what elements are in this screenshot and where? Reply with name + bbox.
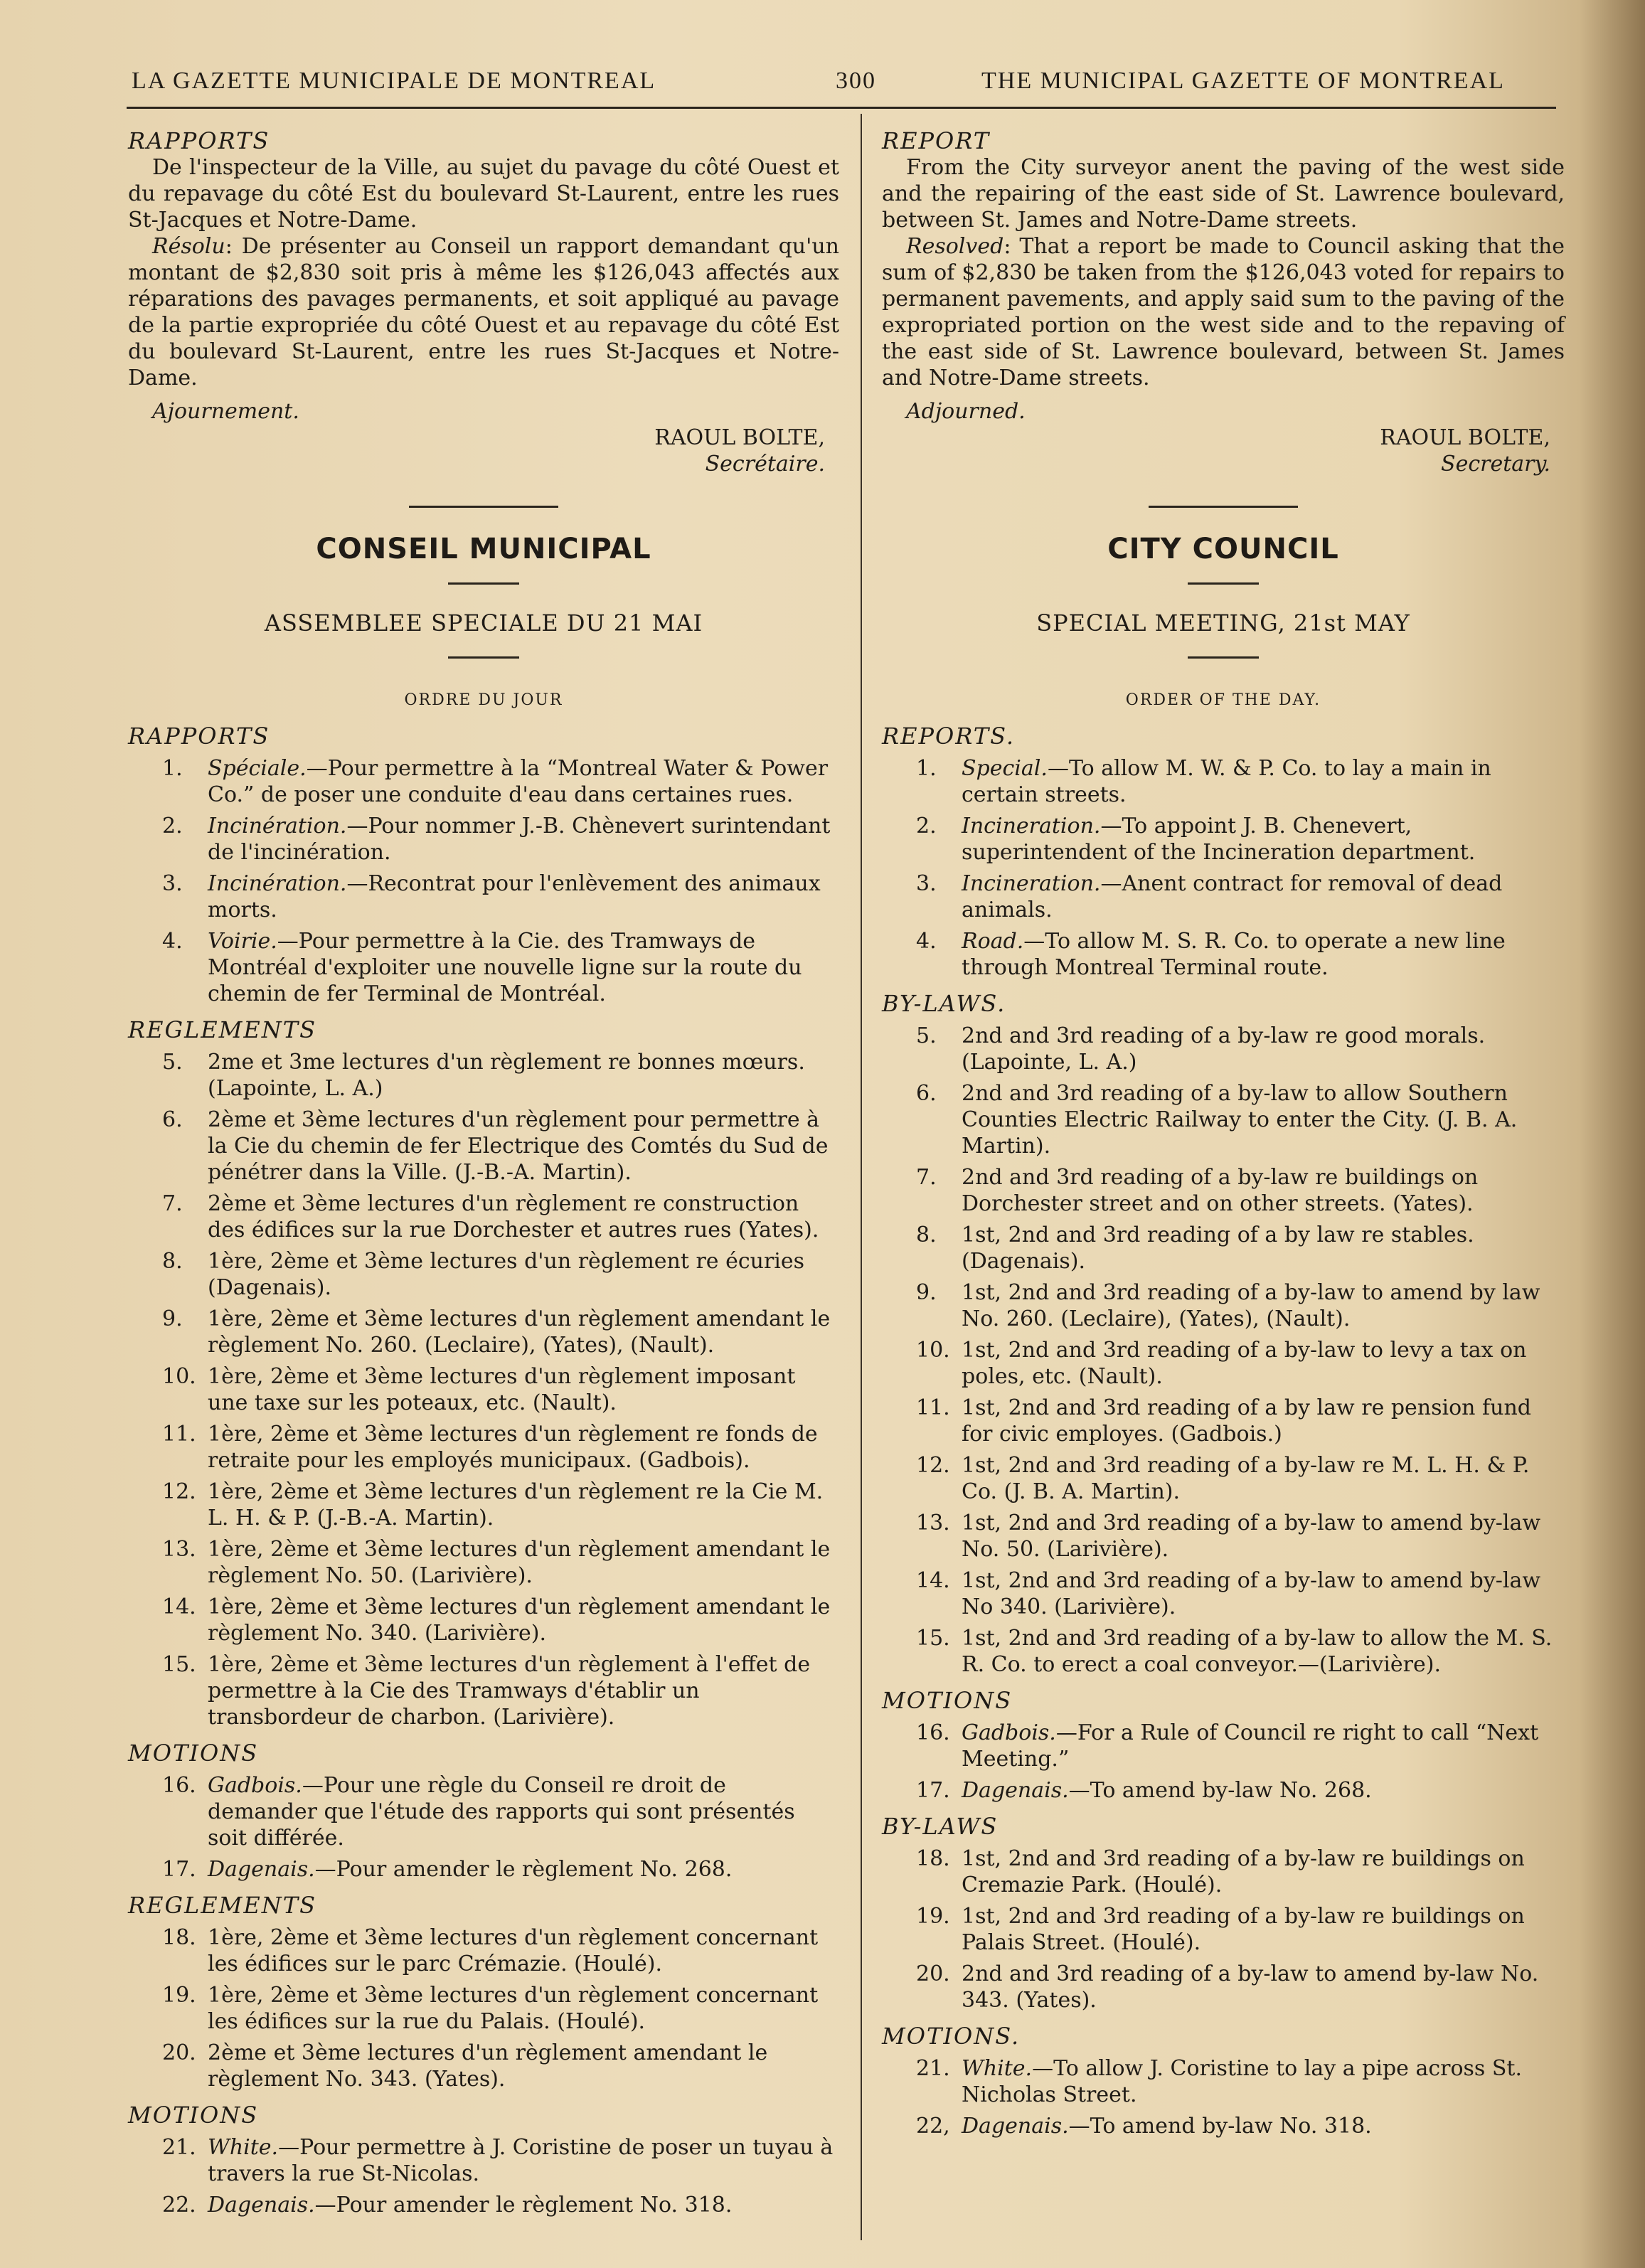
french-column bbox=[128, 128, 839, 2223]
item-keyword: Dagenais. bbox=[208, 1857, 315, 1882]
agenda-section bbox=[882, 991, 1565, 1678]
item-number: 6. bbox=[916, 1081, 937, 1106]
item-text: —To amend by-law No. 318. bbox=[1068, 2114, 1372, 2139]
agenda-item bbox=[882, 1279, 1565, 1332]
item-number: 14. bbox=[916, 1568, 950, 1593]
title-divider bbox=[448, 582, 519, 585]
item-text: 1st, 2nd and 3rd reading of a by-law re buildings on Palais Street. (Houlé). bbox=[962, 1904, 1525, 1955]
agenda-section bbox=[128, 1740, 839, 1883]
item-number: 22, bbox=[916, 2114, 950, 2139]
item-number: 20. bbox=[916, 1961, 950, 1986]
agenda-section bbox=[882, 1814, 1565, 2013]
agenda-item bbox=[128, 1248, 839, 1301]
resolved-text: : De présenter au Conseil un rapport demandant qu'un montant de $2,830 soit pris à même les $126,043 affectés aux réparations des pavages permanents, et soit appliqué au pavage de la partie expropriée du côté Ouest et au repavage du côté Est du boulevard St-Laurent, entre les rues St-Jacques et Notre-Dame. bbox=[128, 234, 839, 390]
item-number: 10. bbox=[162, 1364, 196, 1389]
item-text: 2ème et 3ème lectures d'un règlement amendant le règlement No. 343. (Yates). bbox=[208, 2040, 768, 2092]
agenda-list bbox=[128, 755, 839, 1007]
item-text: —To appoint J. B. Chenevert, superintendent of the Incineration department. bbox=[962, 814, 1476, 865]
agenda-list bbox=[128, 1049, 839, 1730]
item-number: 7. bbox=[162, 1191, 183, 1216]
item-number: 15. bbox=[162, 1652, 196, 1677]
agenda-item bbox=[128, 2040, 839, 2092]
item-number: 1. bbox=[162, 756, 183, 781]
item-keyword: White. bbox=[962, 2056, 1033, 2081]
item-keyword: Gadbois. bbox=[208, 1773, 302, 1798]
item-text: 1st, 2nd and 3rd reading of a by-law to amend by-law No 340. (Larivière). bbox=[962, 1568, 1541, 1619]
item-number: 9. bbox=[162, 1306, 183, 1331]
item-number: 22. bbox=[162, 2193, 196, 2218]
item-text: 1ère, 2ème et 3ème lectures d'un règlement re la Cie M. L. H. & P. (J.-B.-A. Martin). bbox=[208, 1479, 824, 1530]
meeting-divider bbox=[448, 656, 519, 659]
item-text: —Pour nommer J.-B. Chènevert surintendant de l'incinération. bbox=[208, 814, 831, 865]
item-number: 18. bbox=[162, 1925, 196, 1950]
agenda-item bbox=[882, 1222, 1565, 1274]
agenda-item bbox=[882, 1625, 1565, 1678]
item-number: 12. bbox=[916, 1453, 950, 1478]
agenda-item bbox=[882, 1777, 1565, 1804]
resolved-text: : That a report be made to Council asking that the sum of $2,830 be taken from the $126,043 voted for repairs to permanent pavements, and apply said sum to the paving of the expropriated portion on the west side and to the repaving of the east side of St. Lawrence boulevard, between St. James and Notre-Dame streets. bbox=[882, 234, 1565, 390]
agenda-item bbox=[128, 1049, 839, 1102]
item-number: 13. bbox=[162, 1537, 196, 1562]
item-text: 2ème et 3ème lectures d'un règlement pour permettre à la Cie du chemin de fer Electrique des Comtés du Sud de pénétrer dans la Ville. (J.-B.-A. Martin). bbox=[208, 1107, 829, 1185]
agenda-item bbox=[882, 1720, 1565, 1772]
item-number: 1. bbox=[916, 756, 937, 781]
council-title: CITY COUNCIL bbox=[1107, 533, 1339, 565]
item-keyword: Spéciale. bbox=[208, 756, 307, 781]
item-number: 9. bbox=[916, 1280, 937, 1305]
item-number: 13. bbox=[916, 1511, 950, 1535]
item-text: 1st, 2nd and 3rd reading of a by-law to amend by law No. 260. (Leclaire), (Yates), (Nault). bbox=[962, 1280, 1540, 1331]
agenda-list bbox=[882, 1720, 1565, 1804]
item-text: 2nd and 3rd reading of a by-law to amend by-law No. 343. (Yates). bbox=[962, 1961, 1539, 2013]
agenda-item bbox=[882, 813, 1565, 866]
agenda-item bbox=[128, 1421, 839, 1474]
adjournment: Ajournement. bbox=[152, 399, 299, 424]
item-number: 17. bbox=[916, 1778, 950, 1803]
item-text: 1ère, 2ème et 3ème lectures d'un règlement concernant les édifices sur le parc Crémazie. (Houlé). bbox=[208, 1925, 819, 1976]
item-number: 2. bbox=[162, 814, 183, 838]
item-text: 1st, 2nd and 3rd reading of a by law re stables. (Dagenais). bbox=[962, 1223, 1474, 1274]
agenda-item bbox=[128, 1924, 839, 1977]
item-number: 12. bbox=[162, 1479, 196, 1504]
item-text: —To allow M. W. & P. Co. to lay a main in certain streets. bbox=[962, 756, 1491, 807]
council-title: CONSEIL MUNICIPAL bbox=[316, 533, 651, 565]
item-text: —Pour permettre à la “Montreal Water & Power Co.” de poser une conduite d'eau dans certaines rues. bbox=[208, 756, 829, 807]
item-number: 3. bbox=[162, 871, 183, 896]
item-text: 1ère, 2ème et 3ème lectures d'un règlement re fonds de retraite pour les employés municipaux. (Gadbois). bbox=[208, 1422, 818, 1473]
agenda-list bbox=[882, 1023, 1565, 1678]
agenda-list bbox=[882, 1846, 1565, 2013]
agenda-item bbox=[128, 1363, 839, 1416]
section-heading: BY-LAWS. bbox=[882, 990, 1006, 1017]
item-number: 18. bbox=[916, 1846, 950, 1871]
report-paragraph: From the City surveyor anent the paving of the west side and the repairing of the east side of St. Lawrence boulevard, between St. James and Notre-Dame streets. bbox=[882, 155, 1565, 233]
item-text: 1ère, 2ème et 3ème lectures d'un règlement amendant le règlement No. 260. (Leclaire), (Yates), (Nault). bbox=[208, 1306, 831, 1358]
agenda-section bbox=[882, 723, 1565, 981]
agenda-item bbox=[128, 1479, 839, 1531]
item-keyword: Voirie. bbox=[208, 929, 277, 954]
agenda-item bbox=[882, 871, 1565, 923]
page-number: 300 bbox=[836, 68, 876, 94]
agenda-item bbox=[882, 1395, 1565, 1447]
agenda-item bbox=[128, 1651, 839, 1730]
item-text: 2nd and 3rd reading of a by-law re good morals. (Lapointe, L. A.) bbox=[962, 1023, 1486, 1075]
item-keyword: White. bbox=[208, 2135, 279, 2160]
agenda-item bbox=[882, 1023, 1565, 1075]
item-text: 1st, 2nd and 3rd reading of a by law re pension fund for civic employes. (Gadbois.) bbox=[962, 1395, 1531, 1447]
agenda-item bbox=[128, 755, 839, 808]
section-divider bbox=[409, 506, 558, 508]
item-keyword: Gadbois. bbox=[962, 1720, 1056, 1745]
item-keyword: Dagenais. bbox=[962, 1778, 1069, 1803]
item-number: 11. bbox=[162, 1422, 196, 1447]
item-number: 19. bbox=[916, 1904, 950, 1929]
item-number: 7. bbox=[916, 1165, 937, 1190]
page-header bbox=[132, 60, 1554, 110]
agenda-section bbox=[128, 1892, 839, 2092]
item-number: 8. bbox=[162, 1249, 183, 1274]
agenda-section bbox=[128, 1017, 839, 1730]
item-number: 2. bbox=[916, 814, 937, 838]
agenda-item bbox=[882, 1903, 1565, 1956]
item-number: 6. bbox=[162, 1107, 183, 1132]
agenda-item bbox=[128, 1772, 839, 1851]
section-heading: MOTIONS bbox=[128, 1740, 259, 1767]
order-of-day: ORDRE DU JOUR bbox=[404, 691, 563, 709]
item-keyword: Road. bbox=[962, 929, 1024, 954]
item-number: 4. bbox=[162, 929, 183, 954]
agenda-item bbox=[882, 1452, 1565, 1505]
item-number: 8. bbox=[916, 1223, 937, 1247]
section-heading: RAPPORTS bbox=[128, 723, 270, 750]
agenda-item bbox=[128, 2192, 839, 2218]
item-text: 1st, 2nd and 3rd reading of a by-law re buildings on Cremazie Park. (Houlé). bbox=[962, 1846, 1525, 1897]
item-text: 1ère, 2ème et 3ème lectures d'un règlement imposant une taxe sur les poteaux, etc. (Nault). bbox=[208, 1364, 796, 1415]
item-number: 17. bbox=[162, 1857, 196, 1882]
item-number: 5. bbox=[916, 1023, 937, 1048]
item-text: —To amend by-law No. 268. bbox=[1068, 1778, 1372, 1803]
item-text: 2nd and 3rd reading of a by-law to allow Southern Counties Electric Railway to enter the City. (J. B. A. Martin). bbox=[962, 1081, 1518, 1159]
item-text: 1st, 2nd and 3rd reading of a by-law re M. L. H. & P. Co. (J. B. A. Martin). bbox=[962, 1453, 1530, 1504]
section-divider bbox=[1149, 506, 1298, 508]
agenda-list bbox=[128, 1772, 839, 1883]
item-number: 11. bbox=[916, 1395, 950, 1420]
item-keyword: Dagenais. bbox=[208, 2193, 315, 2218]
adjournment: Adjourned. bbox=[906, 399, 1026, 424]
item-number: 16. bbox=[162, 1773, 196, 1798]
agenda-item bbox=[128, 813, 839, 866]
item-text: 1ère, 2ème et 3ème lectures d'un règlement amendant le règlement No. 340. (Larivière). bbox=[208, 1594, 831, 1646]
agenda-item bbox=[882, 1164, 1565, 1217]
section-heading: MOTIONS bbox=[882, 1687, 1013, 1714]
item-number: 20. bbox=[162, 2040, 196, 2065]
item-keyword: Dagenais. bbox=[962, 2114, 1069, 2139]
agenda-item bbox=[128, 2134, 839, 2187]
agenda-item bbox=[128, 1306, 839, 1358]
item-number: 3. bbox=[916, 871, 937, 896]
item-number: 10. bbox=[916, 1338, 950, 1363]
item-text: 2me et 3me lectures d'un règlement re bonnes mœurs. (Lapointe, L. A.) bbox=[208, 1050, 805, 1101]
agenda-sections bbox=[882, 723, 1565, 2139]
signature-name: RAOUL BOLTE, bbox=[1380, 425, 1550, 450]
agenda-item bbox=[128, 1856, 839, 1883]
agenda-list bbox=[128, 1924, 839, 2092]
agenda-section bbox=[882, 1688, 1565, 1804]
item-text: 1ère, 2ème et 3ème lectures d'un règlement re écuries (Dagenais). bbox=[208, 1249, 805, 1300]
agenda-item bbox=[128, 1594, 839, 1646]
agenda-item bbox=[882, 1846, 1565, 1898]
agenda-section bbox=[128, 723, 839, 1007]
header-title-french: LA GAZETTE MUNICIPALE DE MONTREAL bbox=[132, 68, 656, 94]
item-text: —Pour permettre à la Cie. des Tramways de Montréal d'exploiter une nouvelle ligne sur la route du chemin de fer Terminal de Montréal. bbox=[208, 929, 802, 1006]
item-text: —Pour amender le règlement No. 268. bbox=[314, 1857, 733, 1882]
item-number: 21. bbox=[916, 2056, 950, 2081]
agenda-item bbox=[882, 1080, 1565, 1159]
agenda-item bbox=[128, 1536, 839, 1589]
item-text: 1ère, 2ème et 3ème lectures d'un règlement à l'effet de permettre à la Cie des Tramways d'établir un transbordeur de charbon. (Larivière). bbox=[208, 1652, 811, 1730]
agenda-item bbox=[128, 871, 839, 923]
item-text: 2nd and 3rd reading of a by-law re buildings on Dorchester street and on other streets. (Yates). bbox=[962, 1165, 1479, 1216]
item-keyword: Incineration. bbox=[962, 814, 1101, 838]
agenda-section bbox=[882, 2023, 1565, 2139]
item-text: 2ème et 3ème lectures d'un règlement re construction des édifices sur la rue Dorchester et autres rues (Yates). bbox=[208, 1191, 819, 1242]
agenda-section bbox=[128, 2102, 839, 2218]
english-column bbox=[882, 128, 1565, 2144]
resolved-label: Résolu bbox=[152, 234, 225, 259]
item-text: 1st, 2nd and 3rd reading of a by-law to amend by-law No. 50. (Larivière). bbox=[962, 1511, 1541, 1562]
agenda-item bbox=[128, 1107, 839, 1186]
meeting-divider bbox=[1188, 656, 1259, 659]
agenda-item bbox=[882, 755, 1565, 808]
item-text: —Anent contract for removal of dead animals. bbox=[962, 871, 1503, 922]
agenda-list bbox=[128, 2134, 839, 2218]
report-paragraph: De l'inspecteur de la Ville, au sujet du pavage du côté Ouest et du repavage du côté Est du boulevard St-Laurent, entre les rues St-Jacques et Notre-Dame. bbox=[128, 155, 839, 233]
agenda-list bbox=[882, 2055, 1565, 2139]
report-heading: RAPPORTS bbox=[128, 127, 270, 154]
item-keyword: Incineration. bbox=[962, 871, 1101, 896]
agenda-item bbox=[128, 1982, 839, 2035]
agenda-item bbox=[128, 928, 839, 1007]
item-number: 21. bbox=[162, 2135, 196, 2160]
item-number: 16. bbox=[916, 1720, 950, 1745]
resolved-label: Resolved bbox=[906, 234, 1004, 259]
meeting-title: ASSEMBLEE SPECIALE DU 21 MAI bbox=[264, 609, 703, 637]
item-text: 1st, 2nd and 3rd reading of a by-law to allow the M. S. R. Co. to erect a coal conveyor.—(Larivière). bbox=[962, 1626, 1553, 1677]
agenda-item bbox=[882, 1567, 1565, 1620]
signature-role: Secretary. bbox=[1441, 452, 1550, 477]
title-divider bbox=[1188, 582, 1259, 585]
section-heading: REPORTS. bbox=[882, 723, 1016, 750]
item-text: —Recontrat pour l'enlèvement des animaux morts. bbox=[208, 871, 821, 922]
agenda-sections bbox=[128, 723, 839, 2218]
agenda-item bbox=[882, 1961, 1565, 2013]
signature-name: RAOUL BOLTE, bbox=[654, 425, 825, 450]
item-keyword: Incinération. bbox=[208, 871, 347, 896]
item-number: 14. bbox=[162, 1594, 196, 1619]
header-title-english: THE MUNICIPAL GAZETTE OF MONTREAL bbox=[981, 68, 1505, 94]
report-resolution bbox=[882, 233, 1565, 391]
item-number: 19. bbox=[162, 1983, 196, 2008]
agenda-item bbox=[882, 2055, 1565, 2108]
header-rule bbox=[127, 107, 1556, 109]
item-number: 15. bbox=[916, 1626, 950, 1651]
item-text: —Pour une règle du Conseil re droit de demander que l'étude des rapports qui sont présentés soit différée. bbox=[208, 1773, 795, 1851]
item-text: 1ère, 2ème et 3ème lectures d'un règlement concernant les édifices sur la rue du Palais. (Houlé). bbox=[208, 1983, 819, 2034]
agenda-item bbox=[882, 928, 1565, 981]
section-heading: MOTIONS bbox=[128, 2102, 259, 2129]
agenda-item bbox=[882, 1337, 1565, 1390]
section-heading: REGLEMENTS bbox=[128, 1892, 317, 1919]
item-text: —To allow J. Coristine to lay a pipe across St. Nicholas Street. bbox=[962, 2056, 1523, 2107]
agenda-item bbox=[882, 1510, 1565, 1562]
meeting-title: SPECIAL MEETING, 21st MAY bbox=[1036, 609, 1410, 637]
item-text: 1ère, 2ème et 3ème lectures d'un règlement amendant le règlement No. 50. (Larivière). bbox=[208, 1537, 831, 1588]
signature-role: Secrétaire. bbox=[705, 452, 825, 477]
agenda-item bbox=[882, 2113, 1565, 2139]
column-divider bbox=[861, 114, 862, 2240]
item-number: 4. bbox=[916, 929, 937, 954]
item-text: —Pour permettre à J. Coristine de poser un tuyau à travers la rue St-Nicolas. bbox=[208, 2135, 834, 2186]
item-text: —For a Rule of Council re right to call “Next Meeting.” bbox=[962, 1720, 1539, 1772]
section-heading: MOTIONS. bbox=[882, 2023, 1021, 2050]
item-keyword: Special. bbox=[962, 756, 1048, 781]
agenda-list bbox=[882, 755, 1565, 981]
item-text: —Pour amender le règlement No. 318. bbox=[314, 2193, 733, 2218]
section-heading: REGLEMENTS bbox=[128, 1016, 317, 1043]
agenda-item bbox=[128, 1191, 839, 1243]
section-heading: BY-LAWS bbox=[882, 1813, 999, 1840]
report-heading: REPORT bbox=[882, 127, 991, 154]
item-text: 1st, 2nd and 3rd reading of a by-law to levy a tax on poles, etc. (Nault). bbox=[962, 1338, 1527, 1389]
item-text: —To allow M. S. R. Co. to operate a new line through Montreal Terminal route. bbox=[962, 929, 1506, 980]
report-resolution bbox=[128, 233, 839, 391]
item-keyword: Incinération. bbox=[208, 814, 347, 838]
item-number: 5. bbox=[162, 1050, 183, 1075]
order-of-day: ORDER OF THE DAY. bbox=[1125, 691, 1321, 709]
